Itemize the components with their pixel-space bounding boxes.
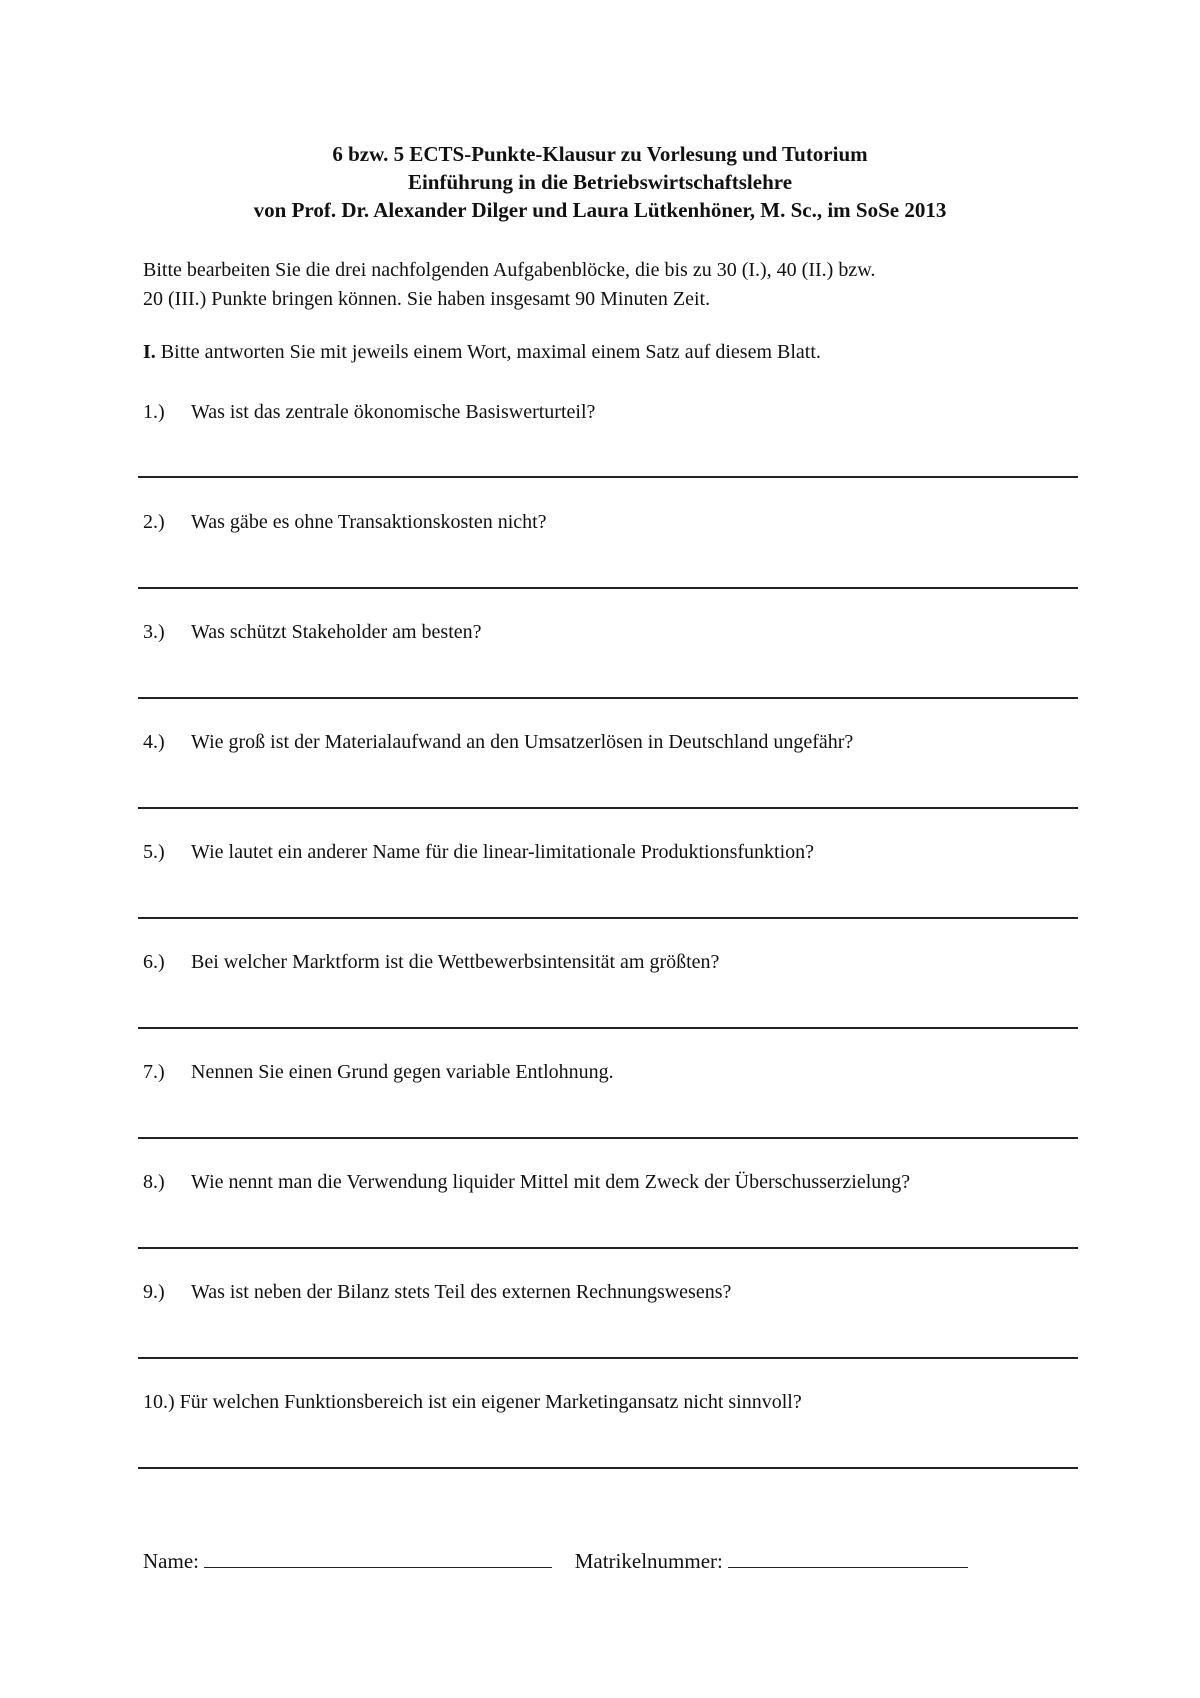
answer-line-5[interactable] (138, 917, 1078, 919)
answer-line-7[interactable] (138, 1137, 1078, 1139)
name-label: Name: (143, 1549, 199, 1573)
name-field[interactable] (204, 1549, 552, 1568)
question-number: 7.) (143, 1061, 165, 1083)
question-number: 1.) (143, 401, 165, 423)
exam-header (0, 140, 1200, 224)
question-number: 2.) (143, 511, 165, 533)
question-8 (143, 1168, 1083, 1196)
question-text: Was ist das zentrale ökonomische Basiswerturteil? (191, 401, 596, 423)
question-number: 10.) (143, 1391, 175, 1413)
question-number: 4.) (143, 731, 165, 753)
question-1 (143, 398, 1083, 426)
question-number: 9.) (143, 1281, 165, 1303)
header-course: Einführung in die Betriebswirtschaftslehre (407, 170, 793, 194)
question-number: 3.) (143, 621, 165, 643)
section-label: I. (143, 341, 156, 363)
question-text: Wie groß ist der Materialaufwand an den Umsatzerlösen in Deutschland ungefähr? (191, 731, 854, 753)
question-text: Was gäbe es ohne Transaktionskosten nicht? (191, 511, 547, 533)
header-authors: von Prof. Dr. Alexander Dilger und Laura Lütkenhöner, M. Sc., im SoSe 2013 (253, 198, 947, 222)
answer-line-3[interactable] (138, 697, 1078, 699)
question-number: 5.) (143, 841, 165, 863)
question-text: Wie lautet ein anderer Name für die linear-limitationale Produktionsfunktion? (191, 841, 815, 863)
question-10 (143, 1388, 1083, 1416)
question-2 (143, 508, 1083, 536)
header-title: 6 bzw. 5 ECTS-Punkte-Klausur zu Vorlesung und Tutorium (332, 142, 868, 166)
answer-line-2[interactable] (138, 587, 1078, 589)
question-7 (143, 1058, 1083, 1086)
section-text: Bitte antworten Sie mit jeweils einem Wort, maximal einem Satz auf diesem Blatt. (160, 341, 821, 363)
answer-line-10[interactable] (138, 1467, 1078, 1469)
answer-line-6[interactable] (138, 1027, 1078, 1029)
section-one-instruction (143, 338, 1083, 366)
instructions-line-1: Bitte bearbeiten Sie die drei nachfolgenden Aufgabenblöcke, die bis zu 30 (I.), 40 (II.) bzw. (143, 259, 876, 281)
question-text: Nennen Sie einen Grund gegen variable Entlohnung. (191, 1061, 614, 1083)
question-number: 6.) (143, 951, 165, 973)
exam-instructions (143, 256, 1083, 314)
question-number: 8.) (143, 1171, 165, 1193)
matrikel-field[interactable] (728, 1549, 968, 1568)
question-text: Für welchen Funktionsbereich ist ein eigener Marketingansatz nicht sinnvoll? (179, 1391, 802, 1413)
student-info-footer (143, 1546, 1143, 1576)
question-3 (143, 618, 1083, 646)
question-text: Wie nennt man die Verwendung liquider Mittel mit dem Zweck der Überschusserzielung? (191, 1171, 911, 1193)
question-text: Bei welcher Marktform ist die Wettbewerbsintensität am größten? (191, 951, 720, 973)
instructions-line-2: 20 (III.) Punkte bringen können. Sie haben insgesamt 90 Minuten Zeit. (143, 288, 711, 310)
answer-line-1[interactable] (138, 476, 1078, 478)
question-5 (143, 838, 1083, 866)
question-text: Was schützt Stakeholder am besten? (191, 621, 482, 643)
answer-line-9[interactable] (138, 1357, 1078, 1359)
question-4 (143, 728, 1083, 756)
answer-line-4[interactable] (138, 807, 1078, 809)
matrikel-label: Matrikelnummer: (574, 1549, 723, 1573)
question-9 (143, 1278, 1083, 1306)
question-6 (143, 948, 1083, 976)
question-text: Was ist neben der Bilanz stets Teil des externen Rechnungswesens? (191, 1281, 732, 1303)
answer-line-8[interactable] (138, 1247, 1078, 1249)
